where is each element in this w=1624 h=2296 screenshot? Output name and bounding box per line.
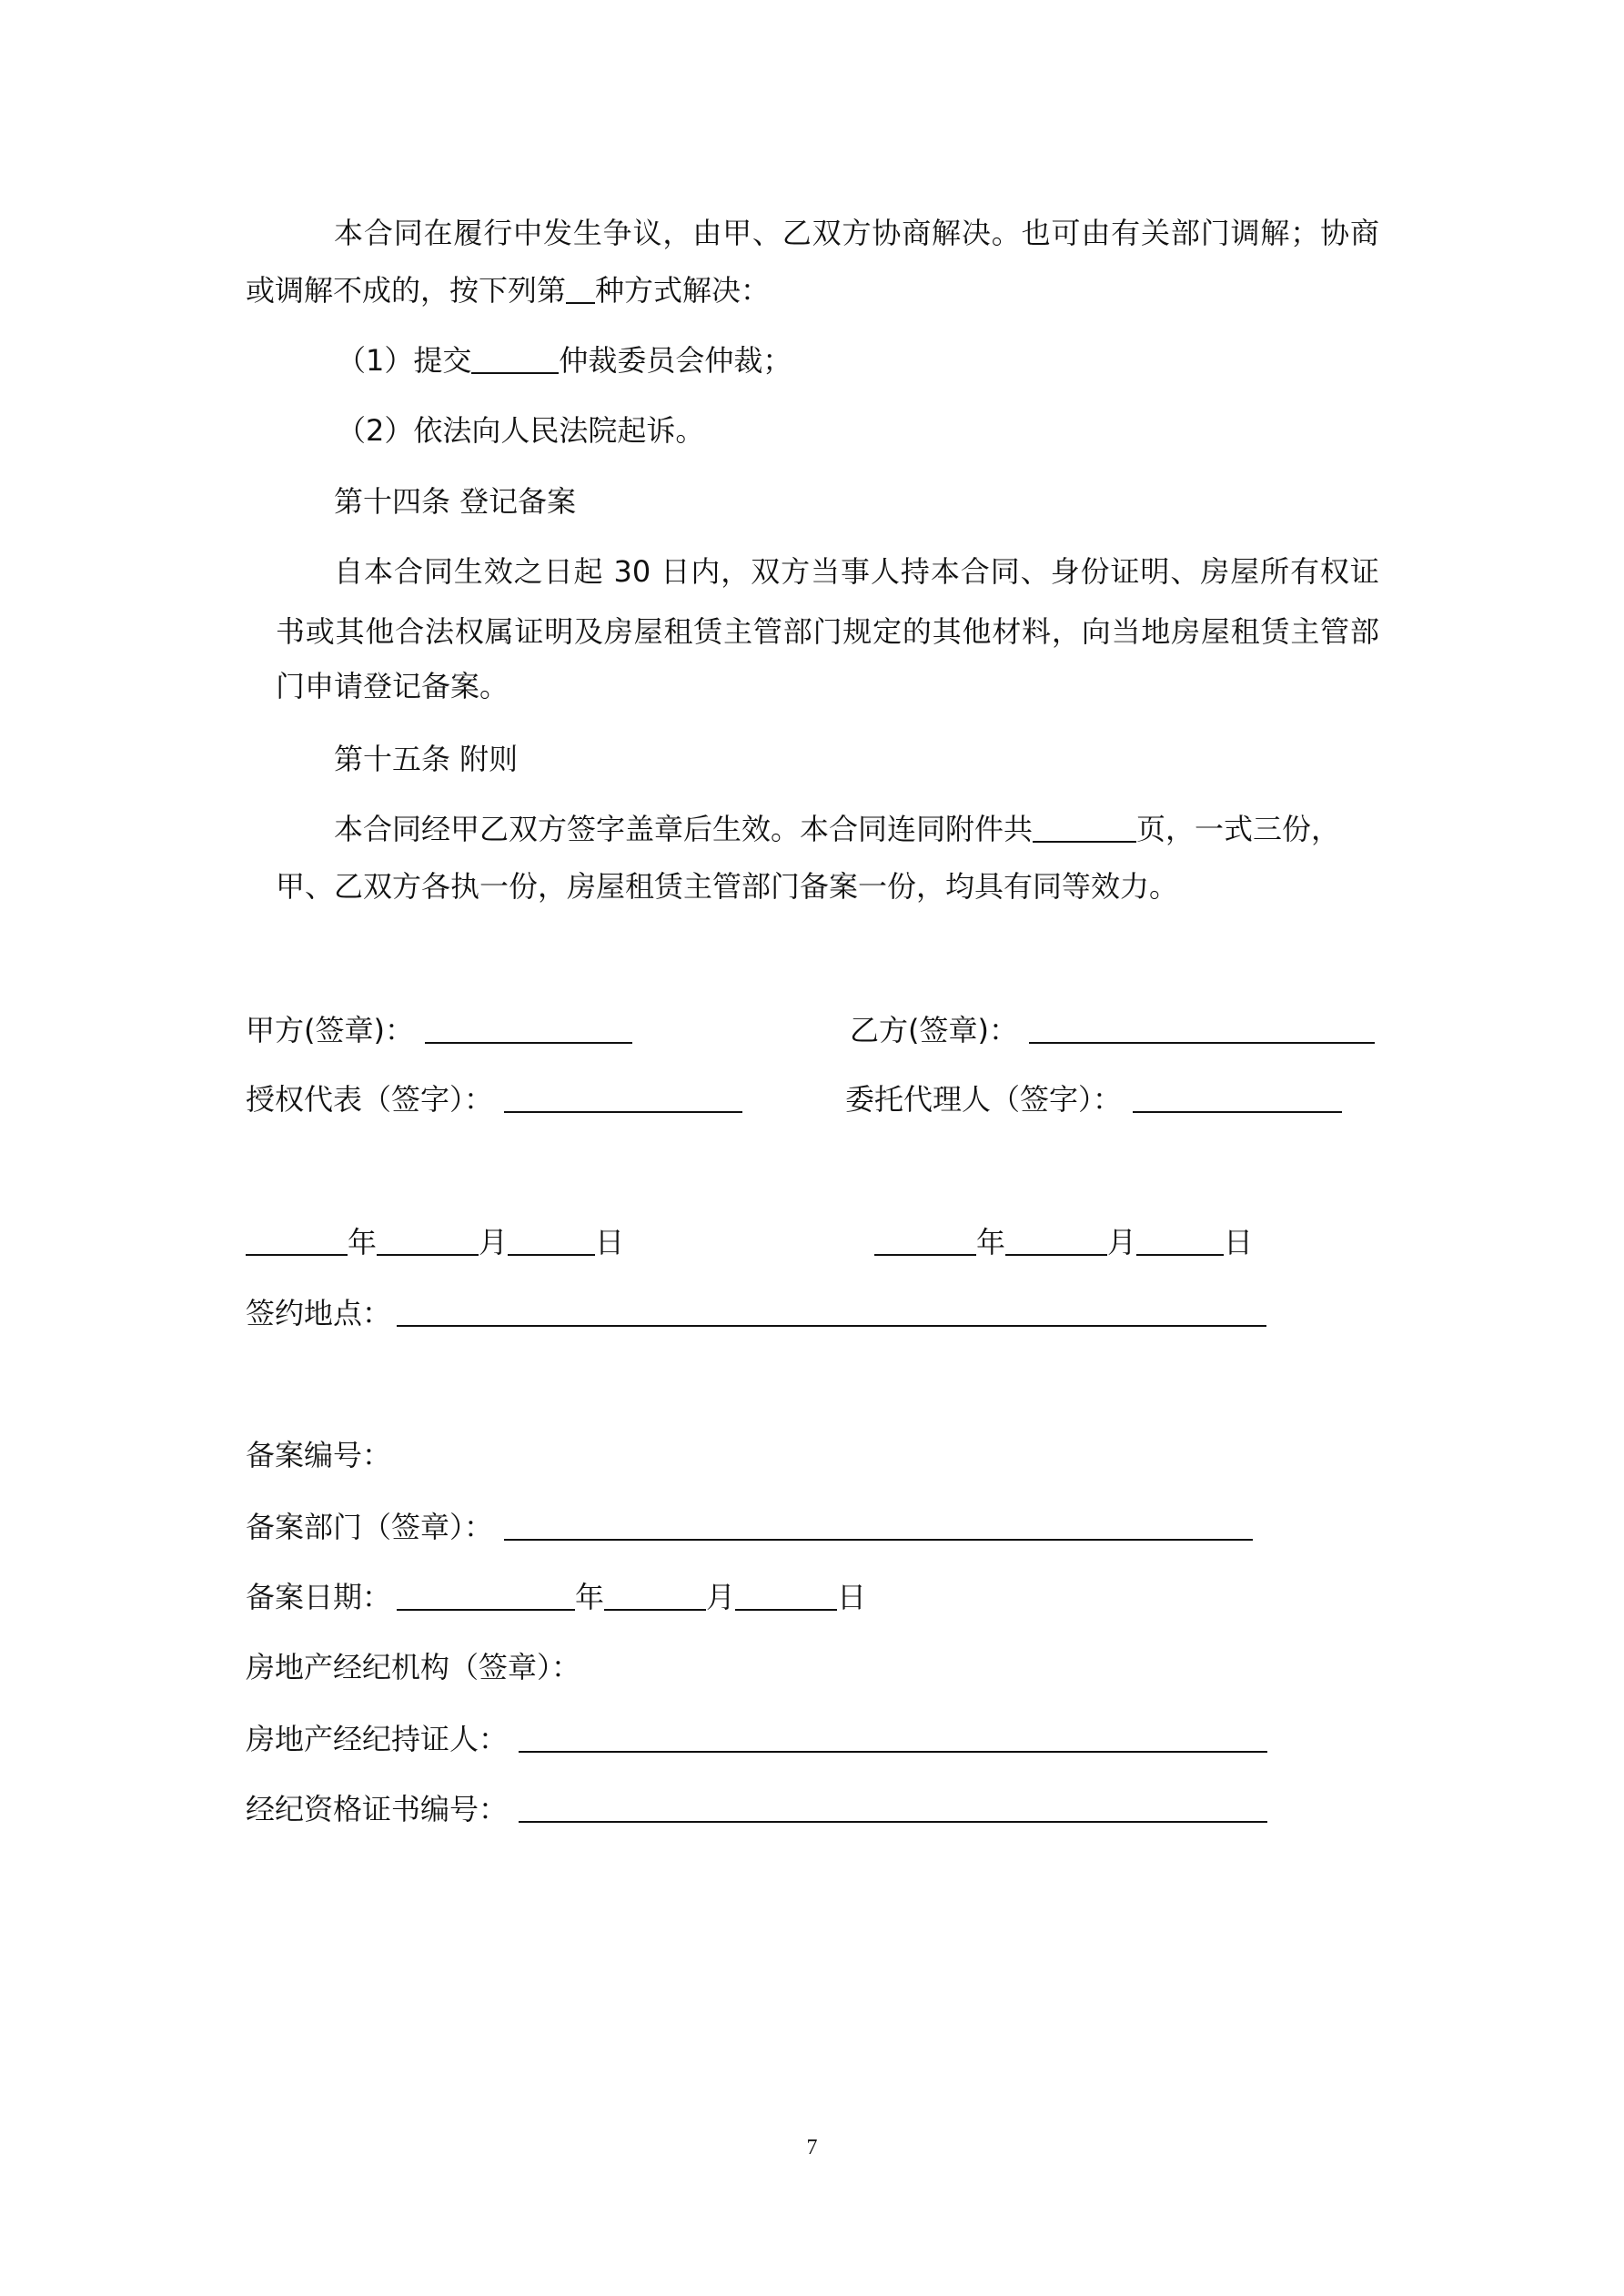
clause15-line2: 甲、乙双方各执一份，房屋租赁主管部门备案一份，均具有同等效力。 — [276, 869, 1179, 904]
cert-number-label: 经纪资格证书编号： — [246, 1792, 509, 1826]
clause13-line2-tail: 种方式解决： — [595, 273, 771, 308]
year-label: 年 — [976, 1225, 1006, 1259]
option-2: （2）依法向人民法院起诉。 — [337, 413, 705, 448]
year-a-field[interactable] — [246, 1227, 348, 1256]
year-b-field[interactable] — [874, 1227, 976, 1256]
license-holder-label: 房地产经纪持证人： — [246, 1722, 509, 1756]
option-1-tail: 仲裁委员会仲裁； — [559, 343, 792, 378]
license-holder — [246, 1721, 1267, 1757]
date-a — [246, 1224, 624, 1260]
filing-day-field[interactable] — [735, 1582, 837, 1611]
cert-number-field[interactable] — [519, 1794, 1267, 1823]
filing-date — [246, 1579, 866, 1615]
signing-place — [246, 1295, 1266, 1331]
clause15-line1-tail: 页，一式三份， — [1136, 812, 1341, 846]
clause13-line1: 本合同在履行中发生争议，由甲、乙双方协商解决。也可由有关部门调解；协商 — [334, 216, 1379, 250]
filing-dept — [246, 1509, 1253, 1545]
agency: 房地产经纪机构（签章）： — [246, 1650, 581, 1684]
agent-b-field[interactable] — [1133, 1084, 1342, 1113]
option-1-text: （1）提交 — [337, 343, 472, 378]
month-label: 月 — [479, 1225, 509, 1259]
option-1 — [337, 342, 792, 379]
filing-number: 备案编号： — [246, 1438, 392, 1472]
method-blank[interactable] — [566, 275, 595, 304]
month-a-field[interactable] — [377, 1227, 479, 1256]
agent-b-sign — [845, 1081, 1342, 1118]
pages-blank[interactable] — [1033, 814, 1136, 843]
clause13-line2-text: 或调解不成的，按下列第 — [246, 273, 567, 308]
clause14-line1: 自本合同生效之日起 30 日内，双方当事人持本合同、身份证明、房屋所有权证 — [334, 554, 1379, 589]
clause14-line3: 门申请登记备案。 — [276, 669, 509, 703]
day-label: 日 — [1224, 1225, 1254, 1259]
year-label: 年 — [575, 1580, 605, 1614]
cert-number — [246, 1791, 1267, 1827]
signing-place-label: 签约地点： — [246, 1296, 392, 1330]
party-b-label: 乙方(签章)： — [850, 1013, 1018, 1047]
day-a-field[interactable] — [508, 1227, 595, 1256]
filing-dept-field[interactable] — [504, 1512, 1253, 1541]
page-number: 7 — [806, 2136, 818, 2159]
clause14-title: 第十四条 登记备案 — [334, 484, 577, 519]
clause13-line2 — [246, 272, 770, 308]
party-a-label: 甲方(签章)： — [246, 1013, 414, 1047]
party-b-field[interactable] — [1029, 1015, 1375, 1044]
clause15-line1-text: 本合同经甲乙双方签字盖章后生效。本合同连同附件共 — [334, 812, 1034, 846]
agent-b-label: 委托代理人（签字）： — [845, 1082, 1123, 1117]
filing-date-label: 备案日期： — [246, 1580, 392, 1614]
clause15-title: 第十五条 附则 — [334, 742, 519, 776]
month-label: 月 — [1107, 1225, 1137, 1259]
arbitration-blank[interactable] — [471, 345, 559, 374]
month-label: 月 — [706, 1580, 736, 1614]
signing-place-field[interactable] — [397, 1298, 1266, 1327]
day-label: 日 — [595, 1225, 625, 1259]
date-b — [874, 1224, 1253, 1260]
day-b-field[interactable] — [1136, 1227, 1224, 1256]
clause15-line1 — [334, 811, 1340, 847]
party-a-field[interactable] — [425, 1015, 632, 1044]
license-holder-field[interactable] — [519, 1724, 1267, 1753]
day-label: 日 — [837, 1580, 867, 1614]
year-label: 年 — [348, 1225, 378, 1259]
party-a-sign — [246, 1012, 632, 1048]
clause14-line2: 书或其他合法权属证明及房屋租赁主管部门规定的其他材料，向当地房屋租赁主管部 — [276, 614, 1379, 649]
month-b-field[interactable] — [1005, 1227, 1107, 1256]
rep-a-field[interactable] — [504, 1084, 742, 1113]
filing-dept-label: 备案部门（签章）： — [246, 1510, 494, 1544]
rep-a-label: 授权代表（签字）： — [246, 1082, 494, 1117]
party-b-sign — [850, 1012, 1375, 1048]
rep-a-sign — [246, 1081, 742, 1118]
filing-year-field[interactable] — [397, 1582, 575, 1611]
filing-month-field[interactable] — [604, 1582, 706, 1611]
